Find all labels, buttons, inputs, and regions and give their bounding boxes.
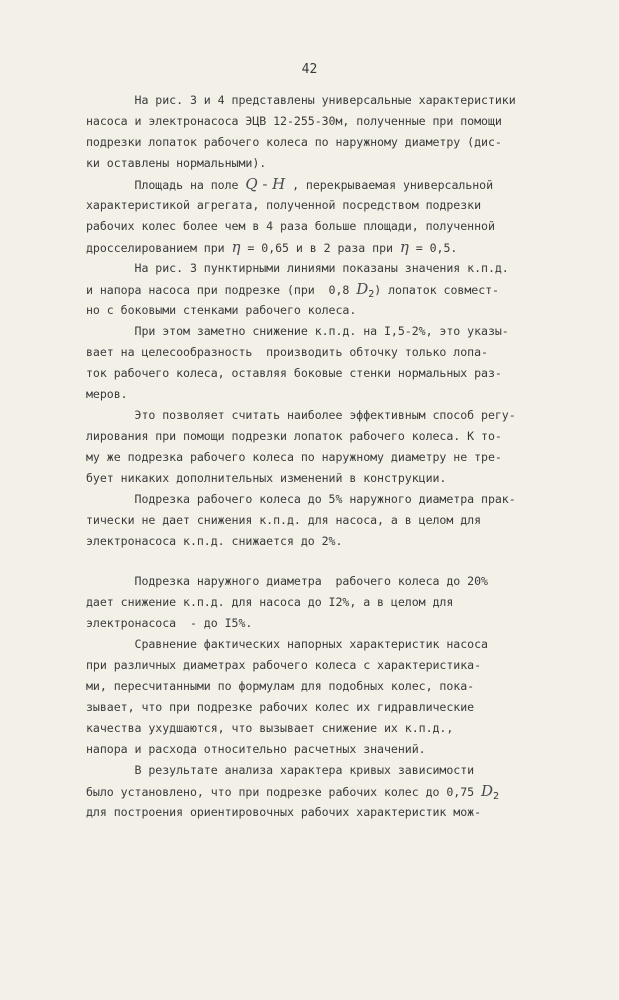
line-text: = 0,5. <box>408 241 458 255</box>
text-line: лирования при помощи подрезки лопаток рабочего колеса. К то- <box>86 429 502 443</box>
text-line: при различных диаметрах рабочего колеса с характеристика- <box>86 658 482 672</box>
text-line: подрезки лопаток рабочего колеса по наружному диаметру (дис- <box>86 135 502 149</box>
line-text: = 0,65 и в 2 раза при <box>240 241 400 255</box>
text-line: бует никаких дополнительных изменений в конструкции. <box>86 471 447 485</box>
text-line: Сравнение фактических напорных характеристик насоса <box>86 637 488 651</box>
line-text: дросселированием при <box>86 241 232 255</box>
handwritten-eta: η <box>399 238 409 256</box>
handwritten-d: D <box>356 280 369 298</box>
text-line: Подрезка наружного диаметра рабочего колеса до 20% <box>86 574 488 588</box>
text-line: но с боковыми стенками рабочего колеса. <box>86 303 357 317</box>
text-line-with-formula <box>86 175 538 193</box>
text-line: На рис. 3 и 4 представлены универсальные характеристики <box>86 93 516 107</box>
text-line: качества ухудшаются, что вызывает снижение их к.п.д., <box>86 721 454 735</box>
line-text: ) лопаток совмест- <box>374 283 499 297</box>
text-line: вает на целесообразность производить обточку только лопа- <box>86 345 488 359</box>
text-line: электронасоса к.п.д. снижается до 2%. <box>86 534 343 548</box>
line-text: Площадь на поле <box>86 178 246 192</box>
text-line: На рис. 3 пунктирными линиями показаны значения к.п.д. <box>86 261 509 275</box>
text-line: дает снижение к.п.д. для насоса до I2%, а в целом для <box>86 595 454 609</box>
text-line: зывает, что при подрезке рабочих колес их гидравлические <box>86 700 475 714</box>
subscript: 2 <box>493 791 499 800</box>
text-line-with-formula <box>86 280 538 298</box>
line-text: и напора насоса при подрезке (при 0,8 <box>86 283 357 297</box>
text-line: меров. <box>86 387 128 401</box>
text-line: ки оставлены нормальными). <box>86 156 267 170</box>
handwritten-d: D <box>481 782 493 800</box>
text-line: В результате анализа характера кривых зависимости <box>86 763 475 777</box>
line-text: было установлено, что при подрезке рабочих колес до 0,75 <box>86 785 482 799</box>
text-line: рабочих колес более чем в 4 раза больше площади, полученной <box>86 219 495 233</box>
text-line: ми, пересчитанными по формулам для подобных колес, пока- <box>86 679 475 693</box>
text-line: Подрезка рабочего колеса до 5% наружного диаметра прак- <box>86 492 516 506</box>
text-line-with-formula <box>86 238 538 256</box>
text-line: характеристикой агрегата, полученной посредством подрезки <box>86 198 482 212</box>
text-line: напора и расхода относительно расчетных значений. <box>86 742 426 756</box>
text-line: тически не дает снижения к.п.д. для насоса, а в целом для <box>86 513 482 527</box>
text-line: ток рабочего колеса, оставляя боковые стенки нормальных раз- <box>86 366 502 380</box>
text-line: для построения ориентировочных рабочих характеристик мож- <box>86 805 482 819</box>
text-line: Это позволяет считать наиболее эффективным способ регу- <box>86 408 516 422</box>
subscript: 2 <box>368 289 375 298</box>
line-text: , перекрываемая универсальной <box>285 178 494 192</box>
page-number: 42 <box>301 62 318 77</box>
text-line: электронасоса - до I5%. <box>86 616 253 630</box>
text-line: насоса и электронасоса ЭЦВ 12-255-30м, полученные при помощи <box>86 114 502 128</box>
text-line-with-formula <box>86 782 538 800</box>
text-line: му же подрезка рабочего колеса по наружному диаметру не тре- <box>86 450 502 464</box>
handwritten-q-h: Q - H <box>245 175 286 193</box>
text-line: При этом заметно снижение к.п.д. на I,5-2%, это указы- <box>86 324 509 338</box>
handwritten-eta: η <box>231 238 241 256</box>
